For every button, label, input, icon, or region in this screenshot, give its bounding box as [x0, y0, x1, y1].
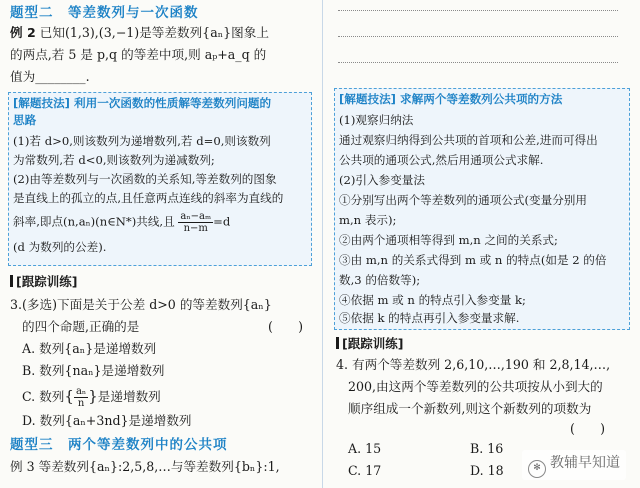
q3-answer-paren: ( ) — [268, 319, 304, 334]
q3-c-denominator: n — [77, 398, 85, 409]
method-line6: (d 为数列的公差). — [13, 240, 107, 254]
method2-line6: m,n 表示); — [339, 213, 397, 227]
example2-label: 例 2 — [10, 25, 36, 40]
method2-line9: 数,3 的倍数等); — [339, 273, 421, 287]
method-line3: (2)由等差数列与一次函数的关系知,等差数列的图象 — [13, 172, 277, 186]
tracking-training-label-left — [10, 272, 77, 290]
method2-line5: ①分别写出两个等差数列的通项公式(变量分别用 — [339, 193, 587, 207]
method-line5-end: =d — [213, 214, 231, 229]
q3-option-c-pre: C. 数列 — [22, 389, 65, 404]
q4-answer-paren: ( ) — [570, 421, 606, 436]
q4-line1: 4. 有两个等差数列 2,6,10,…,190 和 2,8,14,…, — [336, 357, 611, 372]
method-line1: (1)若 d>0,则该数列为递增数列,若 d=0,则该数列 — [13, 134, 271, 148]
method2-line1: (1)观察归纳法 — [339, 113, 414, 127]
tracking-training-text-left: [跟踪训练] — [16, 274, 78, 289]
q3-option-c — [22, 386, 161, 409]
fraction-denominator: n−m — [183, 223, 208, 234]
q4-option-b: B. 16 — [470, 441, 504, 456]
method-box-common-terms — [334, 88, 630, 330]
q4-line3: 顺序组成一个新数列,则这个新数列的项数为 — [348, 401, 592, 416]
example2-line1 — [10, 24, 269, 42]
q3-option-c-post: 是递增数列 — [97, 389, 161, 404]
column-divider — [322, 0, 323, 488]
tracking-training-text-right: [跟踪训练] — [342, 336, 404, 351]
q4-option-c: C. 17 — [348, 463, 382, 478]
method2-line4: (2)引入参变量法 — [339, 173, 425, 187]
q3-option-a: A. 数列{aₙ}是递增数列 — [22, 341, 157, 356]
method2-line3: 公共项的通项公式,然后用通项公式求解. — [339, 153, 544, 167]
example2-line3: 值为________. — [10, 69, 90, 84]
left-brace: { — [64, 387, 74, 405]
example3-line1: 例 3 等差数列{aₙ}:2,5,8,…与等差数列{bₙ}:1, — [10, 459, 280, 474]
q3-c-fraction — [74, 386, 88, 409]
right-brace: } — [88, 387, 98, 405]
q4-option-a: A. 15 — [348, 441, 382, 456]
method-box-linear — [8, 92, 312, 266]
label-bar-icon — [10, 275, 13, 287]
method2-line11: ⑤依据 k 的特点再引入参变量求解. — [339, 311, 520, 325]
method-line2: 为常数列,若 d<0,则该数列为递减数列; — [13, 153, 215, 167]
q3-option-d: D. 数列{aₙ+3nd}是递增数列 — [22, 413, 192, 428]
fraction-numerator: aₙ−aₘ — [180, 211, 212, 222]
q4-option-d: D. 18 — [470, 463, 504, 478]
method-line5 — [13, 211, 230, 234]
q4-line2: 200,由这两个等差数列的公共项按从小到大的 — [348, 379, 603, 394]
left-column — [0, 0, 318, 488]
dotted-answer-line — [338, 62, 618, 63]
method-line4: 是直线上的孤立的点,且任意两点连线的斜率为直线的 — [13, 191, 284, 205]
tracking-training-label-right — [336, 334, 403, 352]
watermark — [522, 450, 626, 480]
dotted-answer-line — [338, 10, 618, 11]
q3-c-numerator: aₙ — [75, 386, 87, 397]
method2-line10: ④依据 m 或 n 的特点引入参变量 k; — [339, 293, 526, 307]
type2-heading: 题型二 等差数列与一次函数 — [10, 5, 199, 21]
method-line5-text: 斜率,即点(n,aₙ)(n∈N*)共线,且 — [13, 214, 175, 229]
method2-line7: ②由两个通项相等得到 m,n 之间的关系式; — [339, 233, 558, 247]
method2-line8: ③由 m,n 的关系式得到 m 或 n 的特点(如是 2 的倍 — [339, 253, 607, 267]
method-box-title2: 思路 — [13, 113, 37, 127]
q3-line1: 3.(多选)下面是关于公差 d>0 的等差数列{aₙ} — [10, 297, 272, 312]
label-bar-icon — [336, 337, 339, 349]
type3-heading: 题型三 两个等差数列中的公共项 — [10, 437, 228, 453]
watermark-logo-icon: ✻ — [528, 460, 546, 478]
method-box-title1: [解题技法] 利用一次函数的性质解等差数列问题的 — [13, 96, 272, 110]
slope-fraction — [178, 211, 213, 234]
dotted-answer-line — [338, 36, 618, 37]
example2-line2: 的两点,若 5 是 p,q 的等差中项,则 aₚ+a_q 的 — [10, 47, 267, 62]
method2-line2: 通过观察归纳得到公共项的首项和公差,进而可得出 — [339, 133, 598, 147]
method-box-title: [解题技法] 求解两个等差数列公共项的方法 — [339, 92, 563, 106]
watermark-text: 教辅早知道 — [550, 455, 620, 471]
example2-text1: 已知(1,3),(3,−1)是等差数列{aₙ}图象上 — [39, 25, 269, 40]
q3-option-b: B. 数列{naₙ}是递增数列 — [22, 363, 165, 378]
q3-line2: 的四个命题,正确的是 — [22, 319, 140, 334]
